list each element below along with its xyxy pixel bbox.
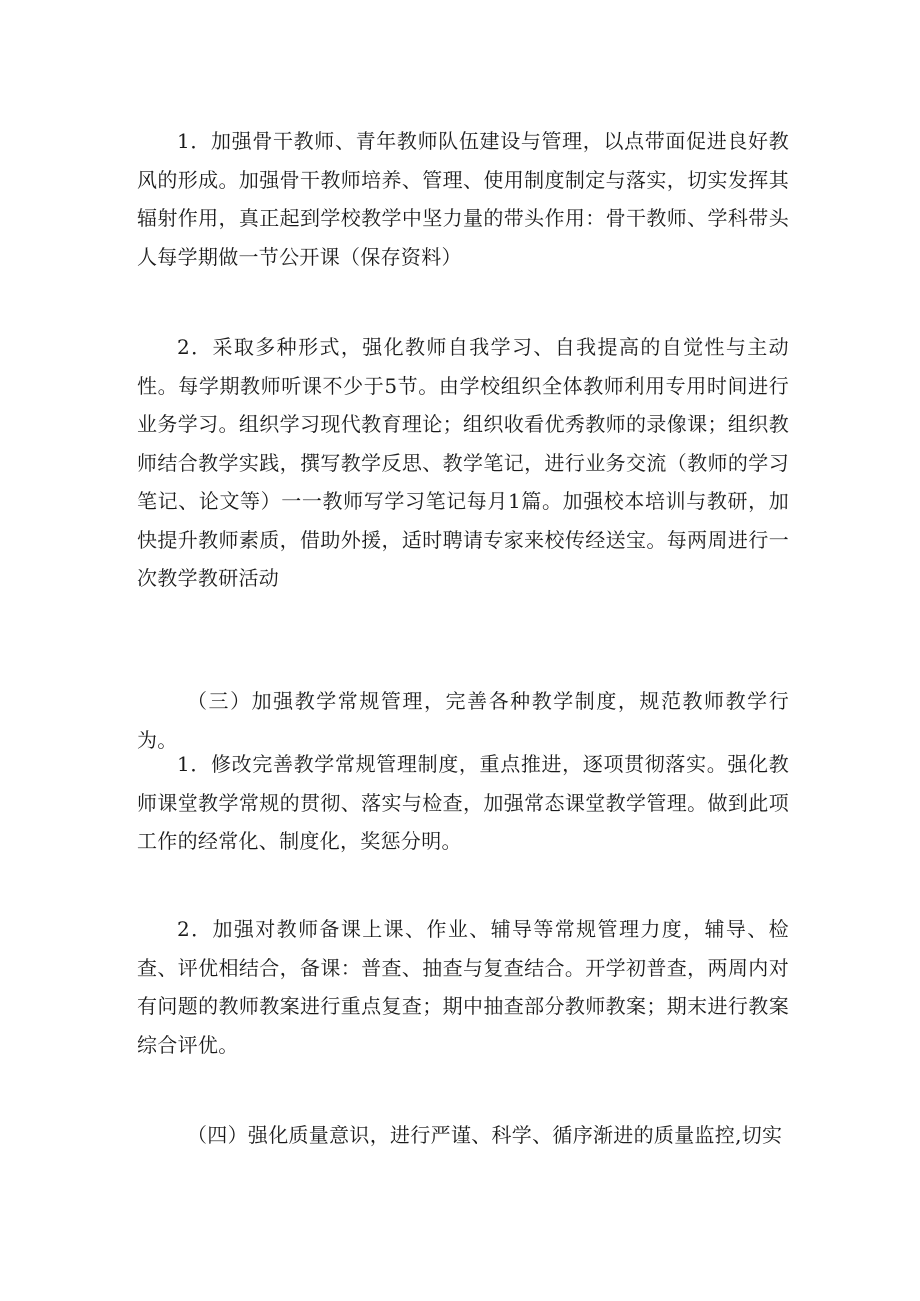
paragraph-lesson-prep: 2．加强对教师备课上课、作业、辅导等常规管理力度，辅导、检查、评优相结合，备课：普查、抽查与复查结合。开学初普查，两周内对有问题的教师教案进行重点复查；期中抽查部分教师教案；期末进行教案综合评优。	[137, 917, 789, 1057]
section-heading-teaching-routine: （三）加强教学常规管理，完善各种教学制度，规范教师教学行为。	[137, 689, 789, 752]
paragraph-self-study: 2．采取多种形式，强化教师自我学习、自我提高的自觉性与主动性。每学期教师听课不少于5节。由学校组织全体教师利用专用时间进行业务学习。组织学习现代教育理论；组织收看优秀教师的录像课；组织教师结合教学实践，撰写教学反思、教学笔记，进行业务交流（教师的学习笔记、论文等）一一教师写学习笔记每月1篇。加强校本培训与教研，加快提升教师素质，借助外援，适时聘请专家来校传经送宝。每两周进行一次教学教研活动	[137, 335, 789, 590]
paragraph-teacher-team: 1．加强骨干教师、青年教师队伍建设与管理，以点带面促进良好教风的形成。加强骨干教师培养、管理、使用制度制定与落实，切实发挥其辐射作用，真正起到学校教学中坚力量的带头作用：骨干教师、学科带头人每学期做一节公开课（保存资料）	[137, 129, 789, 269]
section-heading-quality: （四）强化质量意识，进行严谨、科学、循序渐进的质量监控,切实	[187, 1123, 783, 1147]
paragraph-routine-rules: 1．修改完善教学常规管理制度，重点推进，逐项贯彻落实。强化教师课堂教学常规的贯彻、落实与检查，加强常态课堂教学管理。做到此项工作的经常化、制度化，奖惩分明。	[137, 752, 789, 853]
